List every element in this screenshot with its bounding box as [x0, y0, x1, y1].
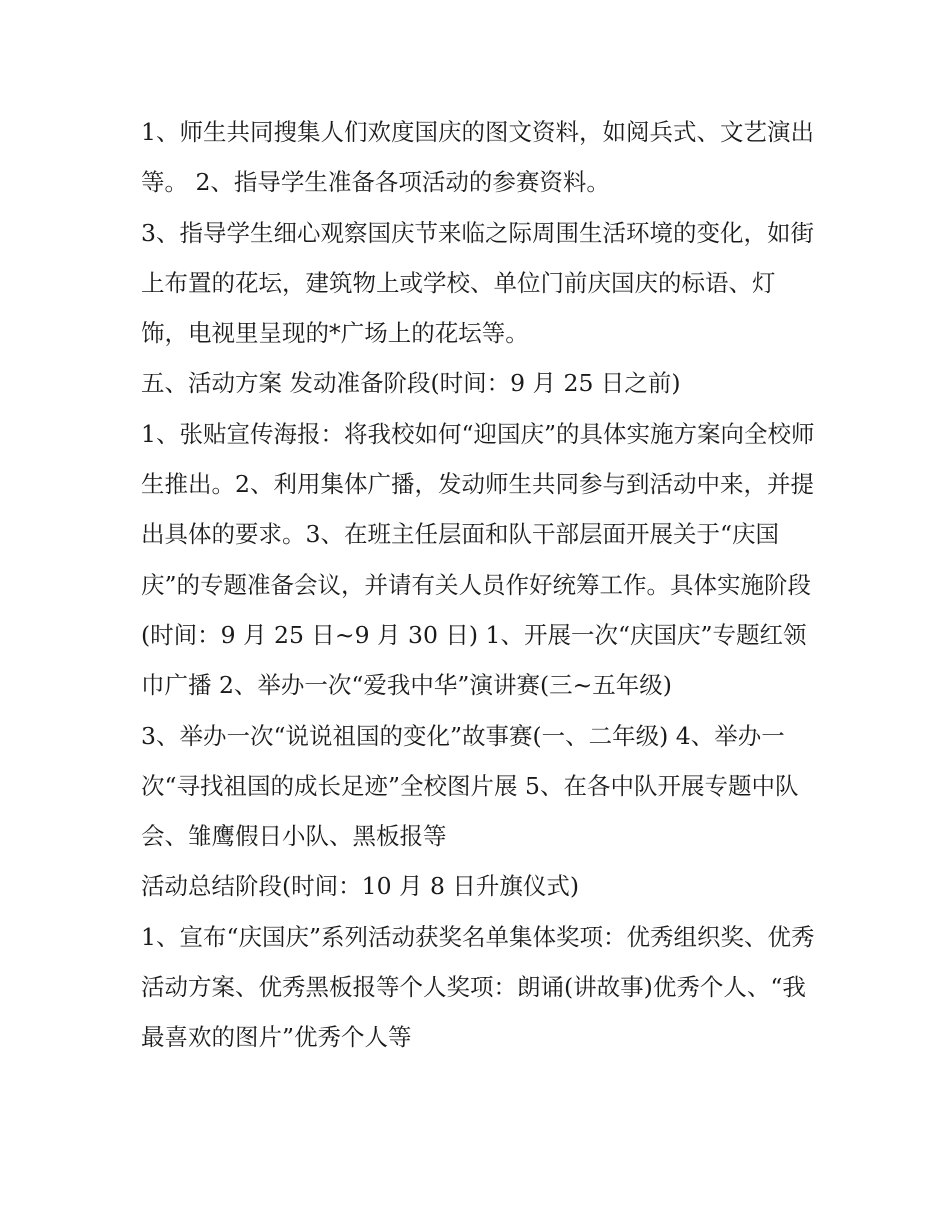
paragraph-materials: 1、师生共同搜集人们欢度国庆的图文资料，如阅兵式、文艺演出等。 2、指导学生准备各项活动的参赛资料。	[141, 118, 814, 197]
paragraph-summary-stage: 活动总结阶段(时间：10 月 8 日升旗仪式)	[141, 872, 580, 901]
paragraph-story-contest: 3、举办一次“说说祖国的变化”故事赛(一、二年级) 4、举办一次“寻找祖国的成长足迹”全校图片展 5、在各中队开展专题中队会、雏鹰假日小队、黑板报等	[141, 721, 799, 851]
paragraph-observe-changes: 3、指导学生细心观察国庆节来临之际周围生活环境的变化，如街上布置的花坛，建筑物上或学校、单位门前庆国庆的标语、灯饰，电视里呈现的*广场上的花坛等。	[141, 218, 814, 348]
paragraph-awards: 1、宣布“庆国庆”系列活动获奖名单集体奖项：优秀组织奖、优秀活动方案、优秀黑板报等个人奖项：朗诵(讲故事)优秀个人、“我最喜欢的图片”优秀个人等	[141, 922, 815, 1052]
paragraph-preparation-steps: 1、张贴宣传海报：将我校如何“迎国庆”的具体实施方案向全校师生推出。2、利用集体广播，发动师生共同参与到活动中来，并提出具体的要求。3、在班主任层面和队干部层面开展关于“庆国庆”的专题准备会议，并请有关人员作好统筹工作。具体实施阶段(时间：9 月 25 日~9 月 30 日) 1、开展一次“庆国庆”专题红领巾广播 2、举办一次“爱我中华”演讲赛(三~五年级)	[141, 419, 815, 700]
paragraph-activity-plan-heading: 五、活动方案 发动准备阶段(时间：9 月 25 日之前)	[141, 369, 681, 398]
document-body	[141, 107, 821, 1063]
